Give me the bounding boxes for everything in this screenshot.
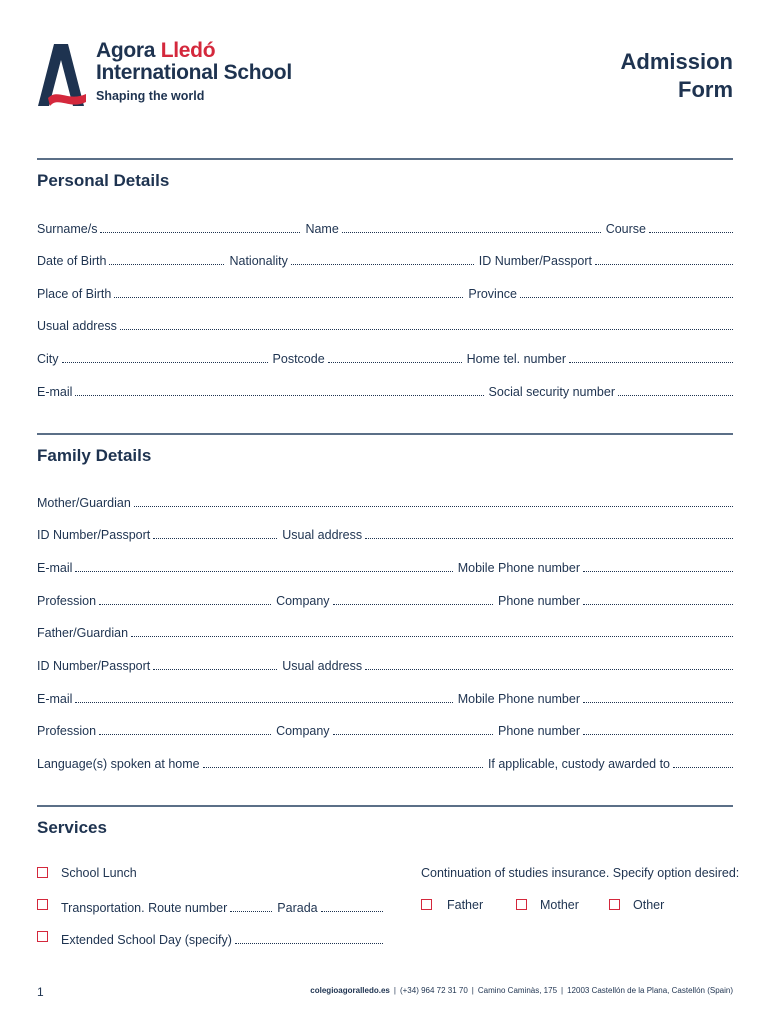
brand-text — [96, 40, 292, 103]
row-address — [37, 317, 733, 333]
email-field[interactable] — [75, 395, 483, 396]
ssn-field[interactable] — [618, 395, 733, 396]
logo-mark-icon — [36, 40, 88, 110]
footer-street: Camino Caminàs, 175 — [477, 986, 558, 995]
footer-phone: (+34) 964 72 31 70 — [399, 986, 468, 995]
mother-address-field[interactable] — [365, 538, 733, 539]
footer-city: 12003 Castellón de la Plana, Castellón (Spain) — [567, 986, 733, 995]
route-number-field[interactable] — [230, 911, 272, 912]
father-email-field[interactable] — [75, 702, 452, 703]
mother-mobile-label: Mobile Phone number — [457, 561, 580, 575]
languages-label: Language(s) spoken at home — [37, 757, 200, 771]
row-father — [37, 624, 733, 640]
extended-checkbox[interactable] — [37, 931, 48, 942]
transport-label: Transportation. Route number — [61, 901, 228, 915]
mother-email-field[interactable] — [75, 571, 452, 572]
mother-company-field[interactable] — [333, 604, 493, 605]
father-id-label: ID Number/Passport — [37, 659, 151, 673]
parada-field[interactable] — [321, 911, 383, 912]
lunch-checkbox[interactable] — [37, 867, 48, 878]
postcode-label: Postcode — [272, 352, 325, 366]
insurance-mother-label: Mother — [540, 898, 579, 912]
father-phone-label: Phone number — [497, 724, 580, 738]
mother-phone-field[interactable] — [583, 604, 733, 605]
footer-separator: | — [561, 986, 564, 995]
section-divider — [37, 433, 733, 435]
section-divider — [37, 805, 733, 807]
postcode-field[interactable] — [328, 362, 462, 363]
custody-label: If applicable, custody awarded to — [487, 757, 670, 771]
father-id-field[interactable] — [153, 669, 277, 670]
footer-separator: | — [393, 986, 396, 995]
row-father-profession — [37, 722, 733, 738]
father-phone-field[interactable] — [583, 734, 733, 735]
father-mobile-field[interactable] — [583, 702, 733, 703]
father-address-label: Usual address — [282, 659, 363, 673]
section-divider — [37, 158, 733, 160]
mother-address-label: Usual address — [282, 528, 363, 542]
father-mobile-label: Mobile Phone number — [457, 692, 580, 706]
brand-tagline: Shaping the world — [96, 89, 205, 103]
row-dob-nationality-id — [37, 252, 733, 268]
nationality-label: Nationality — [229, 254, 288, 268]
row-surname-name-course — [37, 220, 733, 236]
mother-label: Mother/Guardian — [37, 496, 131, 510]
insurance-father-label: Father — [447, 898, 484, 912]
insurance-father-checkbox[interactable] — [421, 899, 432, 910]
insurance-mother-checkbox[interactable] — [516, 899, 527, 910]
course-label: Course — [605, 222, 646, 236]
brand-name-agora: Agora — [96, 39, 161, 62]
extended-field[interactable] — [235, 943, 383, 944]
footer-website-link[interactable]: colegioagoralledo.es — [310, 986, 390, 995]
father-address-field[interactable] — [365, 669, 733, 670]
form-title-line1: Admission — [620, 49, 733, 74]
dob-field[interactable] — [109, 264, 224, 265]
pob-label: Place of Birth — [37, 287, 112, 301]
hometel-label: Home tel. number — [466, 352, 566, 366]
city-field[interactable] — [62, 362, 268, 363]
father-label: Father/Guardian — [37, 626, 129, 640]
province-field[interactable] — [520, 297, 733, 298]
surname-label: Surname/s — [37, 222, 98, 236]
mother-mobile-field[interactable] — [583, 571, 733, 572]
row-city-postcode-tel — [37, 350, 733, 366]
hometel-field[interactable] — [569, 362, 733, 363]
id-field[interactable] — [595, 264, 733, 265]
mother-profession-field[interactable] — [99, 604, 271, 605]
father-field[interactable] — [131, 636, 733, 637]
brand-subname: International School — [96, 61, 292, 84]
transport-checkbox[interactable] — [37, 899, 48, 910]
footer-separator: | — [471, 986, 474, 995]
form-title — [621, 48, 733, 104]
mother-email-label: E-mail — [37, 561, 73, 575]
father-profession-field[interactable] — [99, 734, 271, 735]
email-label: E-mail — [37, 385, 73, 399]
row-father-id-address — [37, 657, 733, 673]
insurance-label: Continuation of studies insurance. Specify option desired: — [421, 866, 740, 880]
row-mother-id-address — [37, 526, 733, 542]
father-email-label: E-mail — [37, 692, 73, 706]
name-label: Name — [305, 222, 339, 236]
mother-id-field[interactable] — [153, 538, 277, 539]
insurance-other-checkbox[interactable] — [609, 899, 620, 910]
row-transport — [61, 899, 383, 915]
course-field[interactable] — [649, 232, 733, 233]
mother-field[interactable] — [134, 506, 733, 507]
row-pob-province — [37, 285, 733, 301]
page-number: 1 — [37, 985, 44, 999]
lunch-label: School Lunch — [61, 866, 137, 880]
mother-profession-label: Profession — [37, 594, 97, 608]
family-details-title: Family Details — [37, 446, 152, 465]
languages-field[interactable] — [203, 767, 483, 768]
row-mother — [37, 494, 733, 510]
father-profession-label: Profession — [37, 724, 97, 738]
personal-details-title: Personal Details — [37, 171, 170, 190]
father-company-label: Company — [276, 724, 330, 738]
province-label: Province — [468, 287, 517, 301]
nationality-field[interactable] — [291, 264, 474, 265]
custody-field[interactable] — [673, 767, 733, 768]
father-company-field[interactable] — [333, 734, 493, 735]
row-extended — [61, 931, 383, 947]
ssn-label: Social security number — [488, 385, 615, 399]
address-field[interactable] — [120, 329, 733, 330]
services-title: Services — [37, 818, 107, 837]
row-languages-custody — [37, 755, 733, 771]
row-father-email-mobile — [37, 690, 733, 706]
brand-name-lledo: Lledó — [160, 39, 216, 62]
dob-label: Date of Birth — [37, 254, 107, 268]
mother-id-label: ID Number/Passport — [37, 528, 151, 542]
mother-phone-label: Phone number — [497, 594, 580, 608]
id-label: ID Number/Passport — [478, 254, 592, 268]
pob-field[interactable] — [114, 297, 463, 298]
form-title-line2: Form — [678, 77, 733, 102]
surname-field[interactable] — [100, 232, 300, 233]
extended-label: Extended School Day (specify) — [61, 933, 232, 947]
row-mother-email-mobile — [37, 559, 733, 575]
parada-label: Parada — [277, 901, 318, 915]
insurance-other-label: Other — [633, 898, 665, 912]
school-logo — [36, 39, 292, 112]
footer-contact — [310, 986, 733, 995]
row-mother-profession — [37, 592, 733, 608]
brand-name — [96, 40, 292, 62]
mother-company-label: Company — [276, 594, 330, 608]
address-label: Usual address — [37, 319, 117, 333]
city-label: City — [37, 352, 59, 366]
row-email-ssn — [37, 383, 733, 399]
name-field[interactable] — [342, 232, 601, 233]
